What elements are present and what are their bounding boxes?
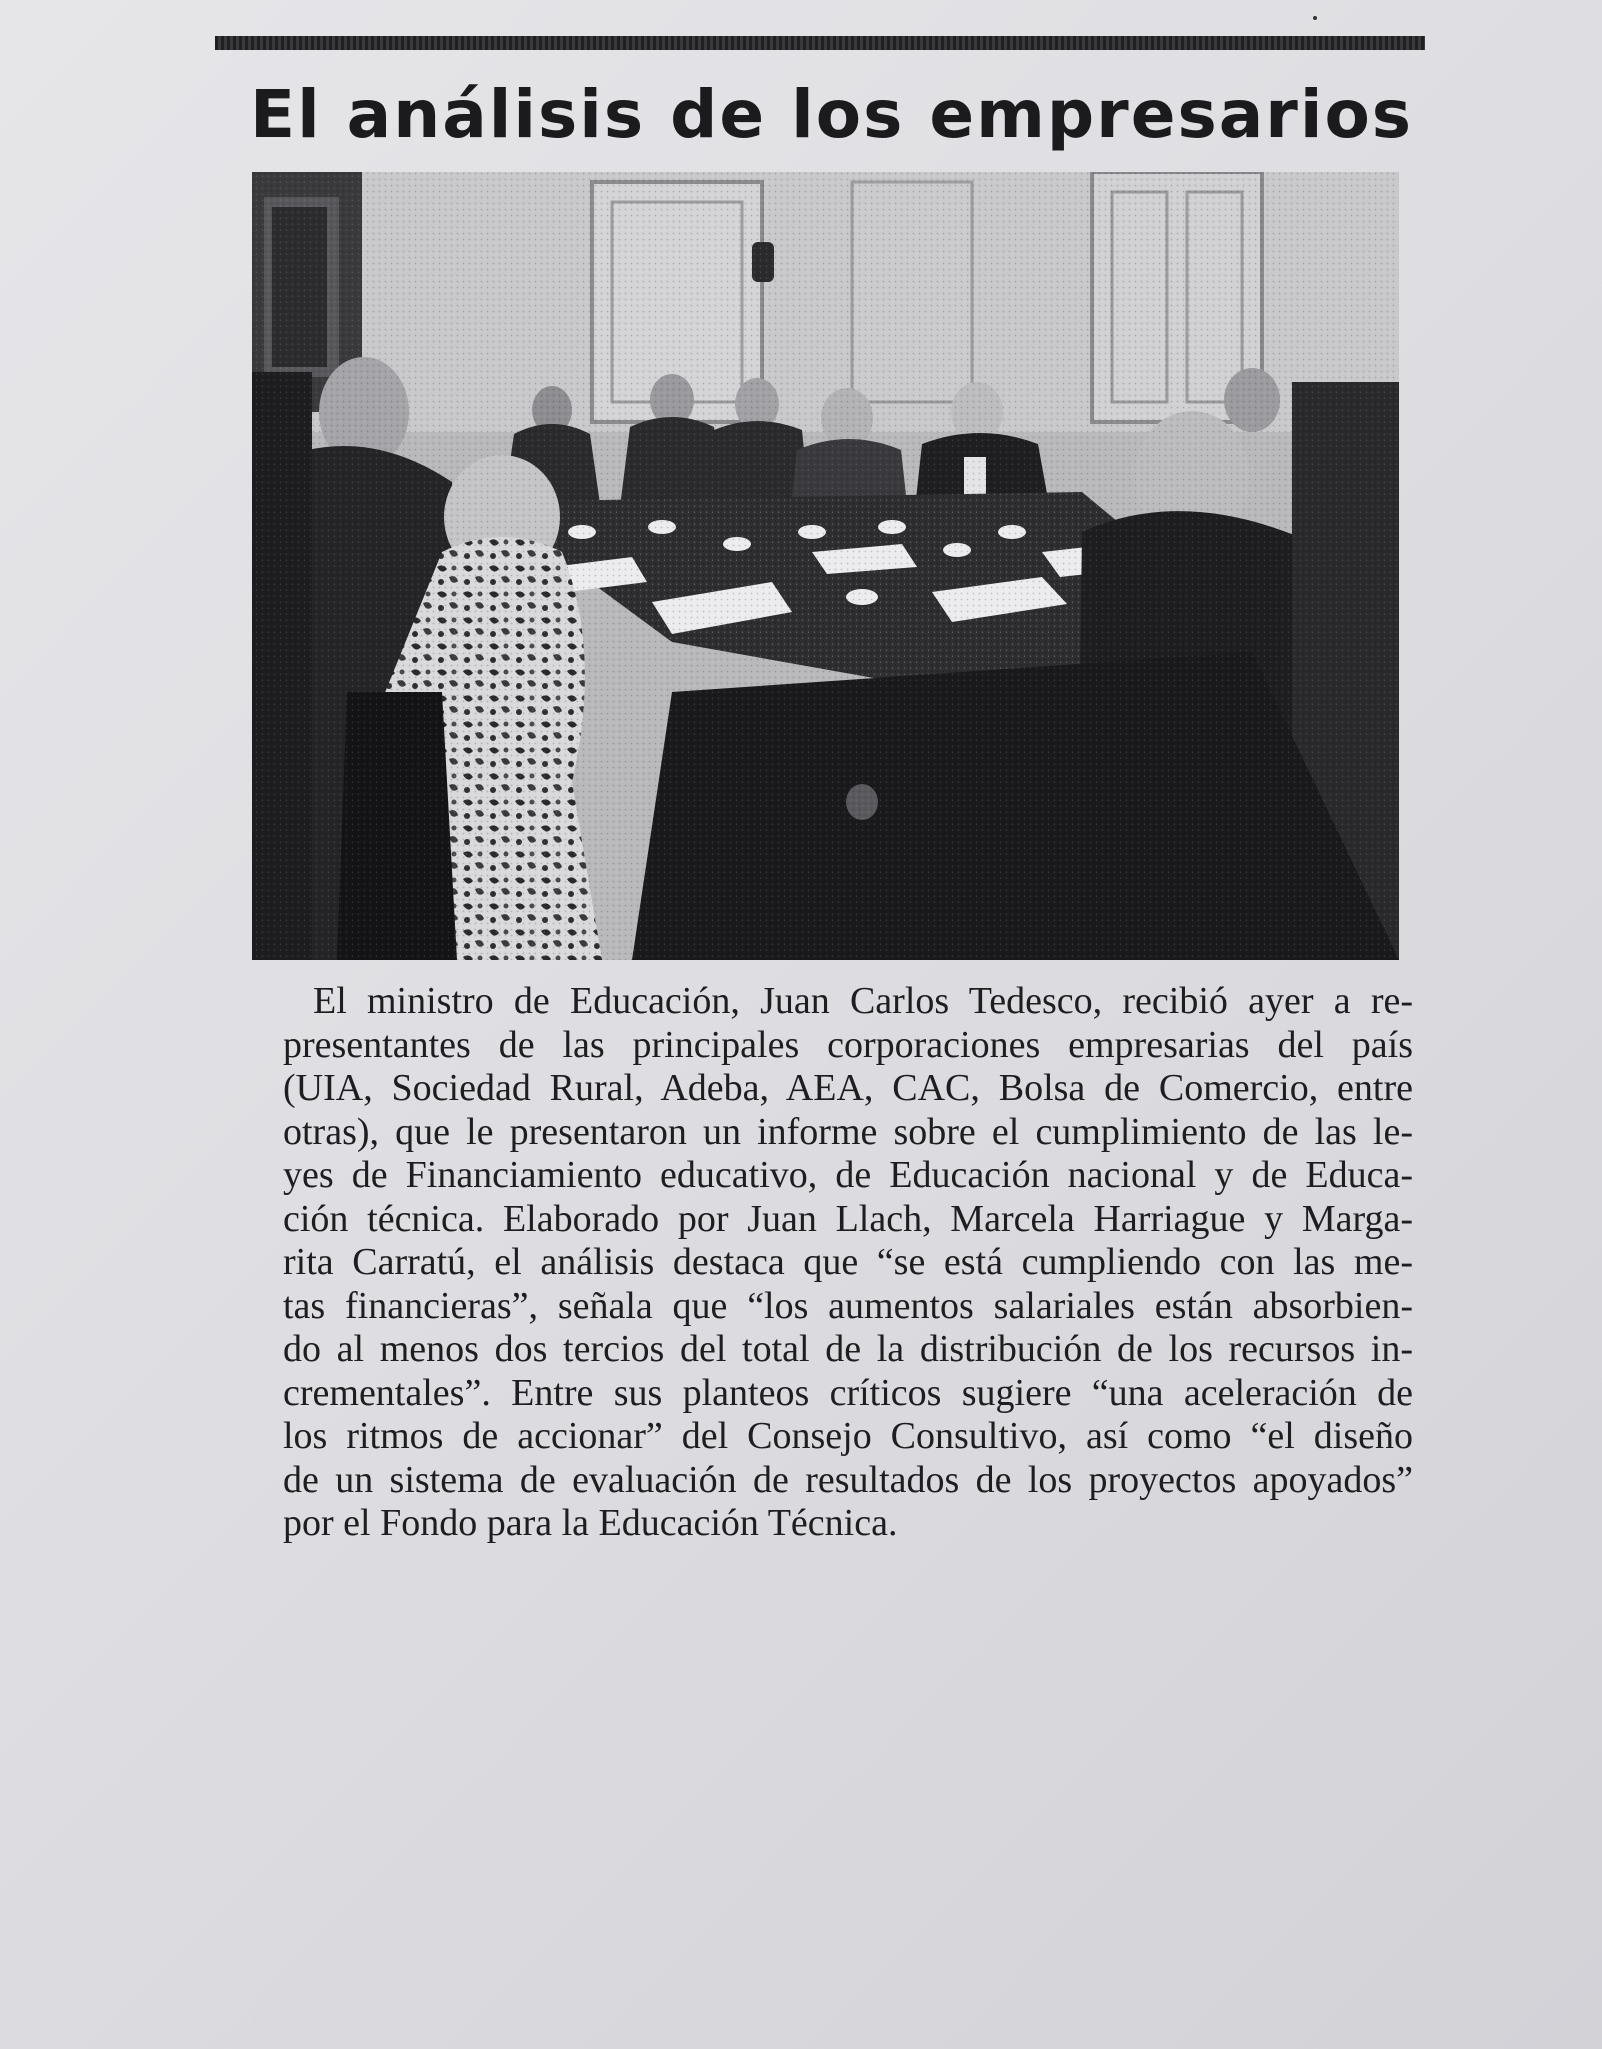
- article-line: do al menos dos tercios del total de la distribución de los recursos in-: [283, 1328, 1413, 1370]
- article-line: ción técnica. Elaborado por Juan Llach, Marcela Harriague y Marga-: [283, 1197, 1413, 1240]
- article-line: yes de Financiamiento educativo, de Educación nacional y de Educa-: [283, 1154, 1413, 1196]
- article-line: rita Carratú, el análisis destaca que “se está cumpliendo con las me-: [283, 1241, 1413, 1283]
- article-line: crementales”. Entre sus planteos críticos sugiere “una aceleración de: [283, 1371, 1413, 1414]
- meeting-photo-illustration: [252, 172, 1399, 960]
- article-line: El ministro de Educación, Juan Carlos Tedesco, recibió ayer a re-: [313, 980, 1413, 1022]
- article-line: presentantes de las principales corporaciones empresarias del país: [283, 1023, 1413, 1066]
- article-line: de un sistema de evaluación de resultados de los proyectos apoyados”: [283, 1458, 1413, 1501]
- article-line: (UIA, Sociedad Rural, Adeba, AEA, CAC, Bolsa de Comercio, entre: [283, 1067, 1413, 1109]
- article-line: los ritmos de accionar” del Consejo Consultivo, así como “el diseño: [283, 1415, 1413, 1457]
- article-line: por el Fondo para la Educación Técnica.: [283, 1502, 898, 1544]
- paper-speck: [1313, 16, 1317, 20]
- headline: El análisis de los empresarios: [250, 76, 1414, 153]
- article-body: [283, 980, 1413, 1546]
- top-rule: [215, 36, 1425, 50]
- article-line: otras), que le presentaron un informe sobre el cumplimiento de las le-: [283, 1110, 1413, 1153]
- article-line: tas financieras”, señala que “los aumentos salariales están absorbien-: [283, 1284, 1413, 1327]
- meeting-photo: [252, 172, 1399, 960]
